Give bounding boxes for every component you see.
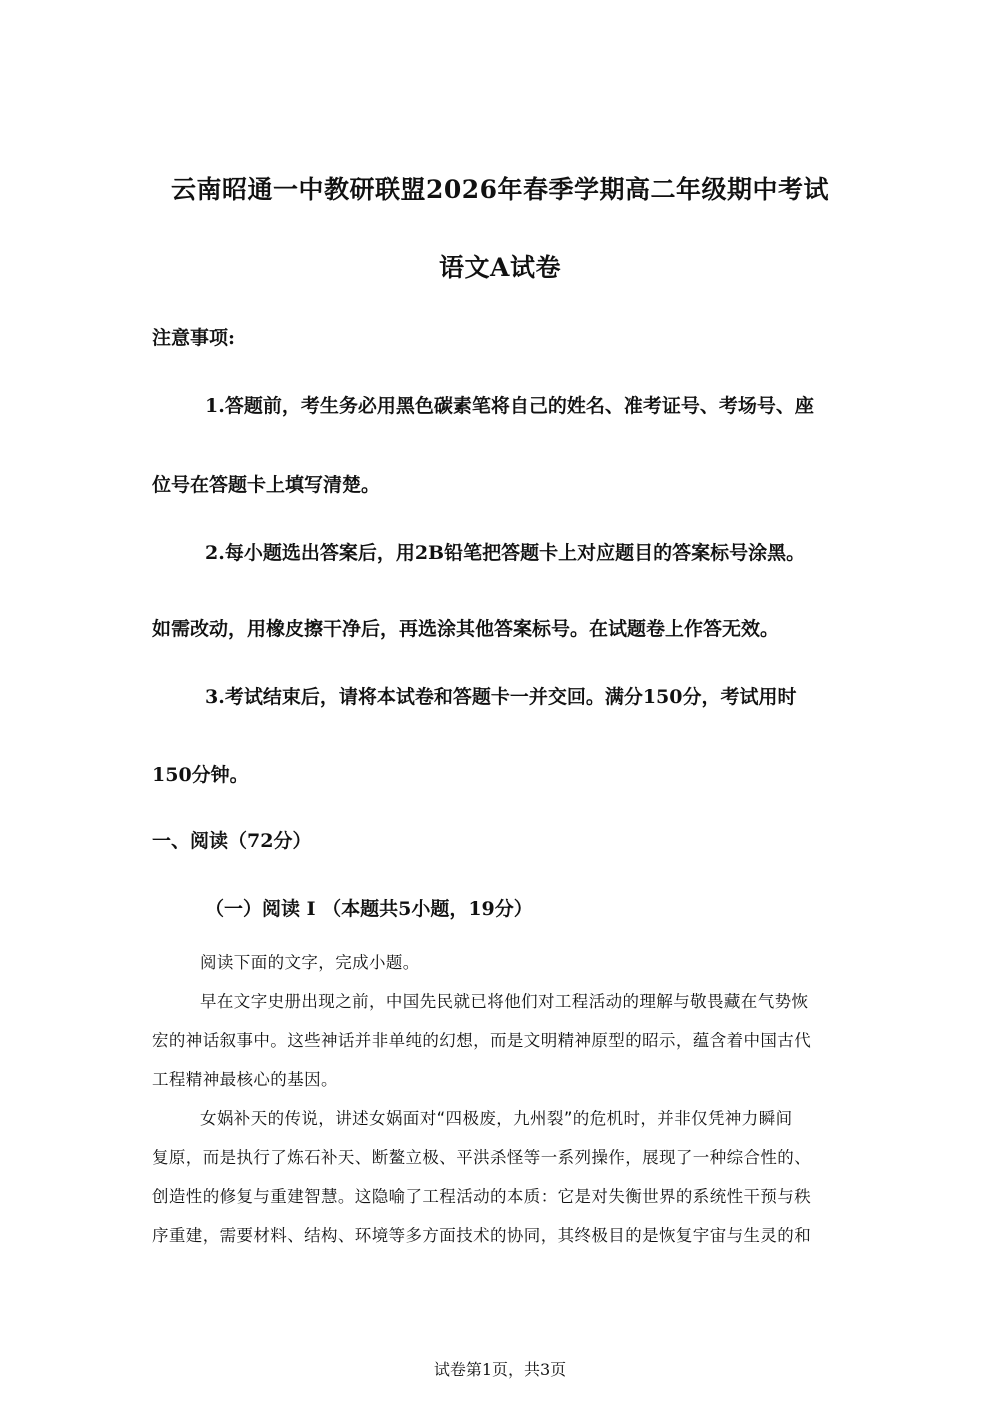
passage-line: 宏的神话叙事中。这些神话并非单纯的幻想，而是文明精神原型的昭示，蕴含着中国古代 [152, 1031, 812, 1050]
notice-item-3-line-1: 3.考试结束后，请将本试卷和答题卡一并交回。满分150分，考试用时 [205, 686, 797, 708]
passage-line: 工程精神最核心的基因。 [152, 1070, 338, 1089]
passage-line: 女娲补天的传说，讲述女娲面对“四极废，九州裂”的危机时，并非仅凭神力瞬间 [200, 1109, 793, 1128]
notice-item-3-line-2: 150分钟。 [152, 764, 249, 786]
notice-item-2-line-1: 2.每小题选出答案后，用2B铅笔把答题卡上对应题目的答案标号涂黑。 [205, 542, 806, 564]
section-heading: 一、阅读（72分） [152, 830, 312, 852]
passage-instruction: 阅读下面的文字，完成小题。 [200, 953, 420, 972]
exam-title: 云南昭通一中教研联盟2026年春季学期高二年级期中考试 [170, 175, 830, 204]
notice-item-1-line-2: 位号在答题卡上填写清楚。 [152, 474, 381, 496]
passage-line: 复原，而是执行了炼石补天、断鳌立极、平洪杀怪等一系列操作，展现了一种综合性的、 [152, 1148, 812, 1167]
passage-line: 创造性的修复与重建智慧。这隐喻了工程活动的本质：它是对失衡世界的系统性干预与秩 [152, 1187, 812, 1206]
notice-item-1-line-1: 1.答题前，考生务必用黑色碳素笔将自己的姓名、准考证号、考场号、座 [205, 395, 814, 417]
page-footer: 试卷第1页，共3页 [433, 1360, 567, 1379]
section-subheading: （一）阅读 I （本题共5小题，19分） [205, 898, 533, 920]
notice-heading: 注意事项: [152, 327, 236, 349]
notice-item-2-line-2: 如需改动，用橡皮擦干净后，再选涂其他答案标号。在试题卷上作答无效。 [152, 618, 780, 640]
passage-line: 序重建，需要材料、结构、环境等多方面技术的协同，其终极目的是恢复宇宙与生灵的和 [152, 1226, 812, 1245]
exam-subject-title: 语文A试卷 [439, 253, 561, 282]
passage-line: 早在文字史册出现之前，中国先民就已将他们对工程活动的理解与敬畏藏在气势恢 [200, 992, 809, 1011]
